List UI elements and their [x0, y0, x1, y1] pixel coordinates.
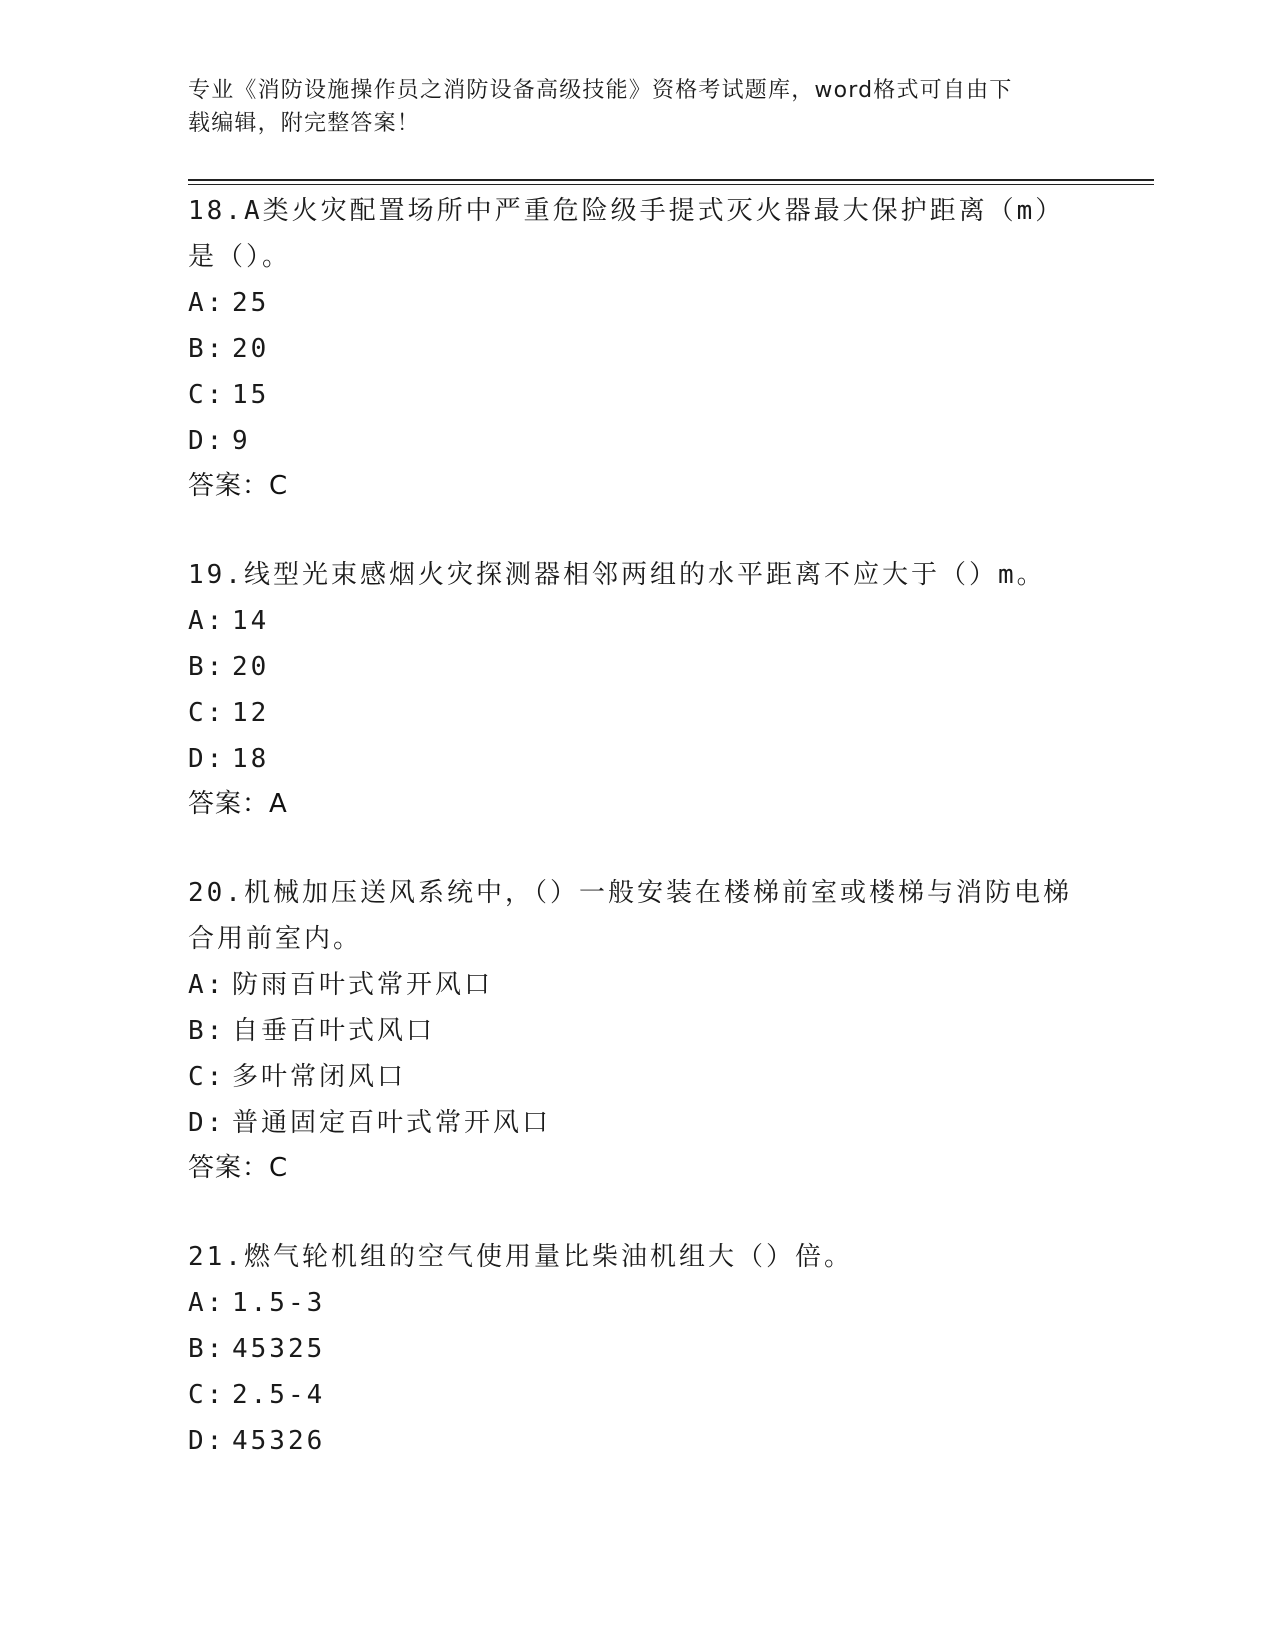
option-key: A:: [188, 970, 226, 1000]
option-key: C:: [188, 698, 226, 728]
question-stem: 20.机械加压送风系统中，（）一般安装在楼梯前室或楼梯与消防电梯合用前室内。: [188, 878, 1072, 954]
option-text: 25: [232, 288, 270, 318]
option-text: 防雨百叶式常开风口: [232, 970, 494, 1000]
option-c: [188, 372, 1088, 418]
header-title-line-2: 载编辑，附完整答案！: [188, 111, 421, 136]
option-text: 18: [232, 744, 270, 774]
option-d: [188, 1418, 1088, 1464]
option-a: [188, 1280, 1088, 1326]
option-c: [188, 1372, 1088, 1418]
option-text: 45326: [232, 1426, 326, 1456]
option-d: [188, 736, 1088, 782]
option-text: 12: [232, 698, 270, 728]
question-18: [188, 188, 1088, 508]
question-list: [188, 188, 1088, 1508]
option-key: D:: [188, 744, 226, 774]
option-b: [188, 1326, 1088, 1372]
question-stem: 18.A类火灾配置场所中严重危险级手提式灭火器最大保护距离（m）是（）。: [188, 196, 1065, 272]
option-text: 45325: [232, 1334, 326, 1364]
answer-line: 答案：C: [188, 1153, 289, 1183]
header-divider-thick: [188, 179, 1154, 181]
option-key: D:: [188, 426, 226, 456]
option-text: 20: [232, 652, 270, 682]
question-stem: 19.线型光束感烟火灾探测器相邻两组的水平距离不应大于（）m。: [188, 560, 1046, 590]
option-text: 2.5-4: [232, 1380, 326, 1410]
option-a: [188, 598, 1088, 644]
answer-line: 答案：C: [188, 471, 289, 501]
answer-line: 答案：A: [188, 789, 288, 819]
option-b: [188, 1008, 1088, 1054]
document-header: [188, 74, 1068, 140]
option-text: 15: [232, 380, 270, 410]
option-d: [188, 418, 1088, 464]
option-key: C:: [188, 380, 226, 410]
option-text: 自垂百叶式风口: [232, 1016, 436, 1046]
option-text: 1.5-3: [232, 1288, 326, 1318]
question-19: [188, 552, 1088, 826]
option-key: A:: [188, 1288, 226, 1318]
question-stem: 21.燃气轮机组的空气使用量比柴油机组大（）倍。: [188, 1242, 853, 1272]
option-key: C:: [188, 1062, 226, 1092]
option-key: D:: [188, 1426, 226, 1456]
option-a: [188, 962, 1088, 1008]
option-key: D:: [188, 1108, 226, 1138]
option-text: 9: [232, 426, 251, 456]
option-key: C:: [188, 1380, 226, 1410]
header-divider-thin: [188, 184, 1154, 185]
option-text: 14: [232, 606, 270, 636]
option-key: A:: [188, 606, 226, 636]
option-a: [188, 280, 1088, 326]
option-d: [188, 1100, 1088, 1146]
header-title-line-1: 专业《消防设施操作员之消防设备高级技能》资格考试题库，word格式可自由下: [188, 78, 1013, 103]
option-key: A:: [188, 288, 226, 318]
question-20: [188, 870, 1088, 1190]
option-text: 20: [232, 334, 270, 364]
option-key: B:: [188, 1016, 226, 1046]
option-b: [188, 326, 1088, 372]
option-b: [188, 644, 1088, 690]
option-c: [188, 690, 1088, 736]
option-c: [188, 1054, 1088, 1100]
option-key: B:: [188, 652, 226, 682]
option-key: B:: [188, 1334, 226, 1364]
option-text: 普通固定百叶式常开风口: [232, 1108, 552, 1138]
option-key: B:: [188, 334, 226, 364]
option-text: 多叶常闭风口: [232, 1062, 407, 1092]
question-21: [188, 1234, 1088, 1464]
